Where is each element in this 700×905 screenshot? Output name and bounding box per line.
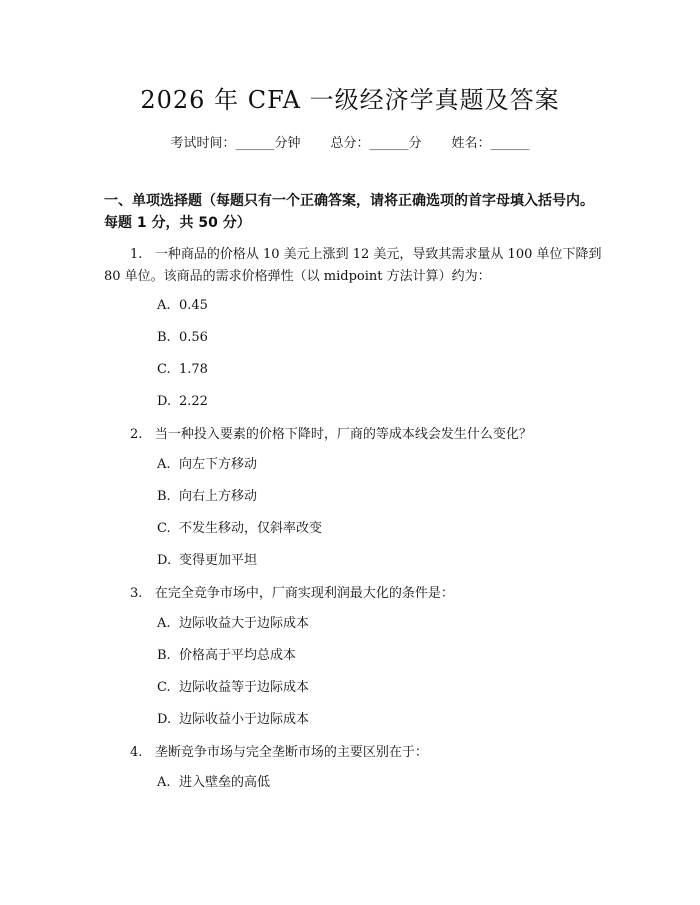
option-letter: B. xyxy=(157,330,171,345)
option-letter: A. xyxy=(157,616,171,631)
option-text: 变得更加平坦 xyxy=(179,553,258,568)
question-number: 2. xyxy=(130,427,143,442)
option-text: 价格高于平均总成本 xyxy=(179,648,297,663)
option-4a xyxy=(157,774,270,792)
option-text: 2.22 xyxy=(179,394,208,409)
option-1c xyxy=(157,361,208,379)
option-2d xyxy=(157,552,257,570)
option-letter: D. xyxy=(157,394,172,409)
question-3 xyxy=(104,583,604,605)
option-letter: B. xyxy=(157,648,171,663)
question-1 xyxy=(104,244,604,288)
section-heading-line: 一、单项选择题（每题只有一个正确答案，请将正确选项的首字母填入括号内。 xyxy=(104,193,594,209)
option-text: 0.45 xyxy=(179,298,208,313)
option-letter: C. xyxy=(157,362,171,377)
section-heading xyxy=(104,190,614,234)
option-text: 边际收益大于边际成本 xyxy=(179,616,310,631)
option-text: 0.56 xyxy=(179,330,208,345)
option-letter: A. xyxy=(157,775,171,790)
option-letter: C. xyxy=(157,521,171,536)
option-3d xyxy=(157,711,309,729)
option-1d xyxy=(157,393,208,411)
option-2a xyxy=(157,456,257,474)
question-number: 1. xyxy=(130,247,143,262)
option-letter: D. xyxy=(157,712,172,727)
option-3a xyxy=(157,615,309,633)
score-blank: ______ xyxy=(369,136,409,151)
exam-meta xyxy=(0,132,700,151)
option-2c xyxy=(157,520,322,538)
option-3c xyxy=(157,679,309,697)
option-text: 不发生移动，仅斜率改变 xyxy=(179,521,323,536)
time-label: 考试时间： xyxy=(170,136,236,151)
section-heading-line: 每题 1 分，共 50 分） xyxy=(104,215,251,231)
name-label: 姓名： xyxy=(451,136,491,151)
option-3b xyxy=(157,647,296,665)
option-letter: A. xyxy=(157,298,171,313)
question-2 xyxy=(104,424,604,446)
question-text: 一种商品的价格从 10 美元上涨到 12 美元，导致其需求量从 100 单位下降到 80 单位。该商品的需求价格弹性（以 midpoint 方法计算）约为： xyxy=(104,247,602,284)
score-unit: 分 xyxy=(408,136,422,151)
time-blank: ______ xyxy=(235,136,275,151)
question-4 xyxy=(104,742,604,764)
question-text: 垄断竞争市场与完全垄断市场的主要区别在于： xyxy=(154,745,428,760)
option-text: 边际收益小于边际成本 xyxy=(179,712,310,727)
option-letter: C. xyxy=(157,680,171,695)
question-number: 4. xyxy=(130,745,143,760)
option-text: 边际收益等于边际成本 xyxy=(179,680,310,695)
time-unit: 分钟 xyxy=(274,136,301,151)
page-title: 2026 年 CFA 一级经济学真题及答案 xyxy=(140,86,560,114)
name-blank: ______ xyxy=(490,136,530,151)
option-text: 向左下方移动 xyxy=(179,457,258,472)
question-text: 当一种投入要素的价格下降时，厂商的等成本线会发生什么变化？ xyxy=(154,427,532,442)
option-letter: A. xyxy=(157,457,171,472)
option-letter: B. xyxy=(157,489,171,504)
option-letter: D. xyxy=(157,553,172,568)
option-1a xyxy=(157,297,208,315)
option-text: 进入壁垒的高低 xyxy=(179,775,271,790)
question-number: 3. xyxy=(130,586,143,601)
score-label: 总分： xyxy=(330,136,370,151)
option-text: 向右上方移动 xyxy=(179,489,258,504)
question-text: 在完全竞争市场中，厂商实现利润最大化的条件是： xyxy=(154,586,454,601)
option-2b xyxy=(157,488,257,506)
option-1b xyxy=(157,329,208,347)
option-text: 1.78 xyxy=(179,362,208,377)
